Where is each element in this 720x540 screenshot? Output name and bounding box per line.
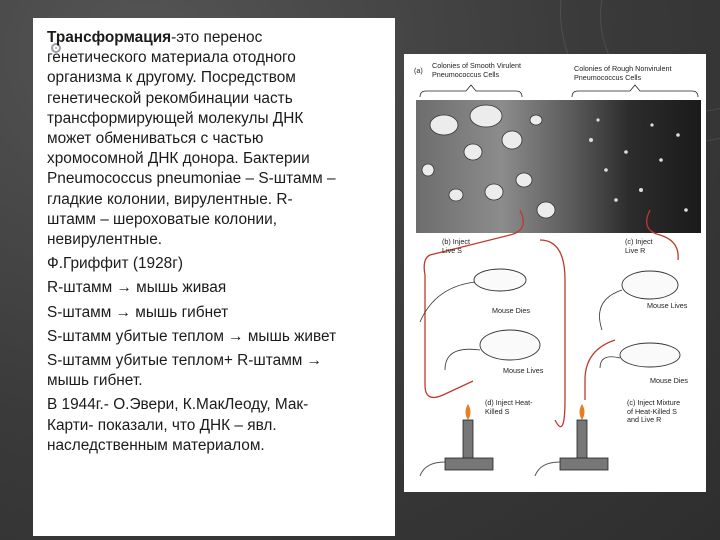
tail-1 <box>420 282 475 322</box>
panel-e-label: (c) Inject Mixture of Heat-Killed S and Live R <box>627 398 681 424</box>
text-line: генетической рекомбинации часть <box>47 89 293 107</box>
text-line: хромосомной ДНК донора. Бактерии <box>47 150 310 168</box>
mouse-alive-1 <box>622 271 678 299</box>
rough-caption: Colonies of Rough Nonvirulent Pneumococcus Cells <box>574 64 672 82</box>
arrow-heat-killed <box>540 240 565 427</box>
text-line: S-штамм → мышь гибнет <box>47 303 229 321</box>
panel-b-label: (b) Inject Live S <box>442 237 470 255</box>
gas-hose-2 <box>535 462 560 476</box>
burner-1-tube <box>463 420 473 460</box>
smooth-caption: Colonies of Smooth Virulent Pneumococcus Cells <box>432 61 521 79</box>
text-line: Pneumococcus pneumoniae – S-штамм – <box>47 170 336 188</box>
panel-d-label: (d) Inject Heat- Killed S <box>485 398 533 416</box>
burner-2-base <box>560 458 608 470</box>
tail-3 <box>445 349 480 370</box>
text-line: невирулентные. <box>47 231 163 249</box>
text-line: гладкие колонии, вирулентные. R- <box>47 190 293 208</box>
text-line: организма к другому. Посредством <box>47 69 296 87</box>
tail-2 <box>600 290 623 330</box>
term-bold: Трансформация <box>47 29 172 46</box>
flame-1 <box>466 404 471 420</box>
mouse-lives-label: Mouse Lives <box>647 301 688 310</box>
gas-hose-1 <box>420 462 445 476</box>
text-line: мышь гибнет. <box>47 372 143 390</box>
text-line: S-штамм убитые теплом+ R-штамм → <box>47 352 323 370</box>
text-line: Ф.Гриффит (1928г) <box>47 255 183 273</box>
text-line: штамм – шероховатые колонии, <box>47 210 277 228</box>
text-line: трансформирующей молекулы ДНК <box>47 109 304 127</box>
term-rest: -это перенос <box>171 29 263 46</box>
burner-2-tube <box>577 420 587 460</box>
text-line: может обмениваться с частью <box>47 130 264 148</box>
mouse-alive-2 <box>480 330 540 360</box>
tail-4 <box>600 357 620 368</box>
smooth-bracket <box>420 85 522 97</box>
arrow-mixture <box>585 340 615 400</box>
panel-a-label: (a) <box>414 66 423 75</box>
text-line: R-штамм → мышь живая <box>47 279 227 297</box>
text-line: генетического материала отодного <box>47 49 296 67</box>
text-line: S-штамм убитые теплом → мышь живет <box>47 327 337 345</box>
mouse-lives-label: Mouse Lives <box>503 366 544 375</box>
flame-2 <box>580 404 585 420</box>
mouse-dies-label: Mouse Dies <box>492 306 530 315</box>
rough-bracket <box>572 85 698 97</box>
text-line: наследственным материалом. <box>47 436 265 454</box>
mouse-dead-2 <box>620 343 680 367</box>
text-line: Карти- показали, что ДНК – явл. <box>47 416 277 434</box>
text-line: В 1944г.- О.Эвери, К.МакЛеоду, Мак- <box>47 396 309 414</box>
burner-1-base <box>445 458 493 470</box>
mouse-dead-1 <box>474 269 526 291</box>
panel-c-label: (c) Inject Live R <box>625 237 653 255</box>
mouse-dies-label: Mouse Dies <box>650 376 688 385</box>
